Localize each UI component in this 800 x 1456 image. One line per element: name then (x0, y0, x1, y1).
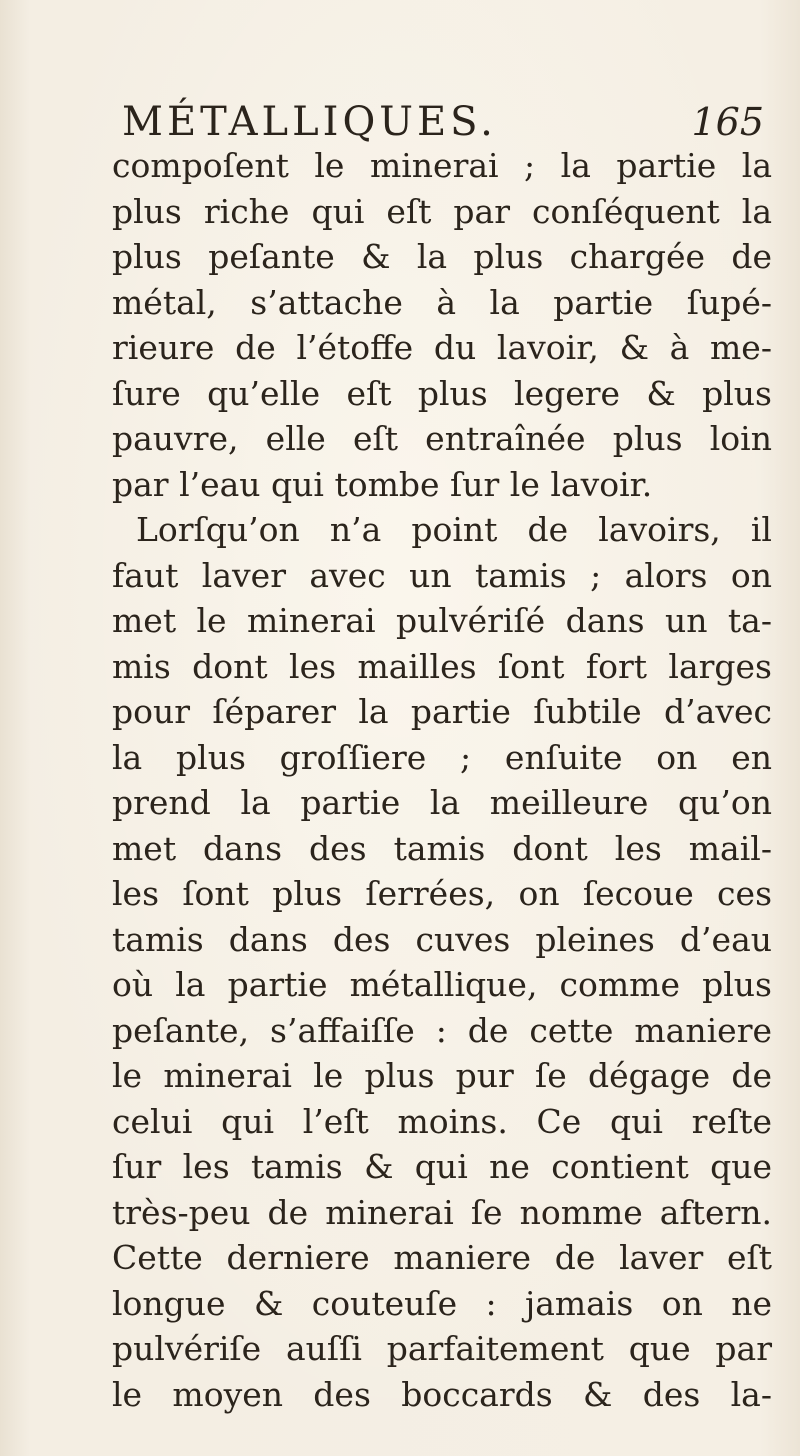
text-line: Cette derniere maniere de laver eſt (112, 1238, 772, 1277)
text-line: celui qui l’eſt moins. Ce qui reſte (112, 1101, 772, 1141)
text-line: faut laver avec un tamis ; alors on (112, 555, 772, 595)
text-line: pour ſéparer la partie ſubtile d’avec (112, 692, 772, 731)
text-line: le minerai le plus pur ſe dégage de (112, 1056, 772, 1095)
text-line: met dans des tamis dont les mail- (112, 828, 772, 868)
text-line: prend la partie la meilleure qu’on (112, 783, 772, 822)
paragraph-start-line: Lorſqu’on n’a point de lavoirs, il (136, 510, 772, 549)
text-line: ſur les tamis & qui ne contient que (112, 1147, 772, 1186)
text-line: pulvériſe auſſi parfaitement que par (112, 1329, 772, 1368)
text-line: par l’eau qui tombe ſur le lavoir. (112, 464, 653, 504)
text-line: rieure de l’étoffe du lavoir, & à me- (112, 328, 772, 367)
text-line: la plus groſſiere ; enſuite on en (112, 737, 772, 777)
text-line: pauvre, elle eſt entraînée plus loin (112, 419, 772, 458)
text-line: met le minerai pulvériſé dans un ta- (112, 601, 772, 640)
running-head: MÉTALLIQUES. (122, 99, 497, 145)
text-line: métal, s’attache à la partie ſupé- (112, 282, 772, 322)
text-line: mis dont les mailles ſont fort larges (112, 646, 772, 686)
text-line: très-peu de minerai ſe nomme aftern. (112, 1192, 772, 1232)
text-line: tamis dans des cuves pleines d’eau (112, 919, 772, 959)
text-line: où la partie métallique, comme plus (112, 965, 772, 1004)
page-number: 165 (691, 100, 764, 144)
text-line: plus peſante & la plus chargée de (112, 237, 772, 276)
text-line: compoſent le minerai ; la partie la (112, 146, 772, 185)
body-text (112, 143, 772, 1417)
text-line: ſure qu’elle eſt plus legere & plus (112, 373, 772, 413)
text-line: peſante, s’affaiſſe : de cette maniere (112, 1010, 772, 1050)
text-line: les ſont plus ſerrées, on ſecoue ces (112, 874, 772, 913)
text-line: plus riche qui eſt par conſéquent la (112, 191, 772, 231)
text-line: le moyen des boccards & des la- (112, 1374, 772, 1414)
text-line: longue & couteuſe : jamais on ne (112, 1283, 772, 1323)
